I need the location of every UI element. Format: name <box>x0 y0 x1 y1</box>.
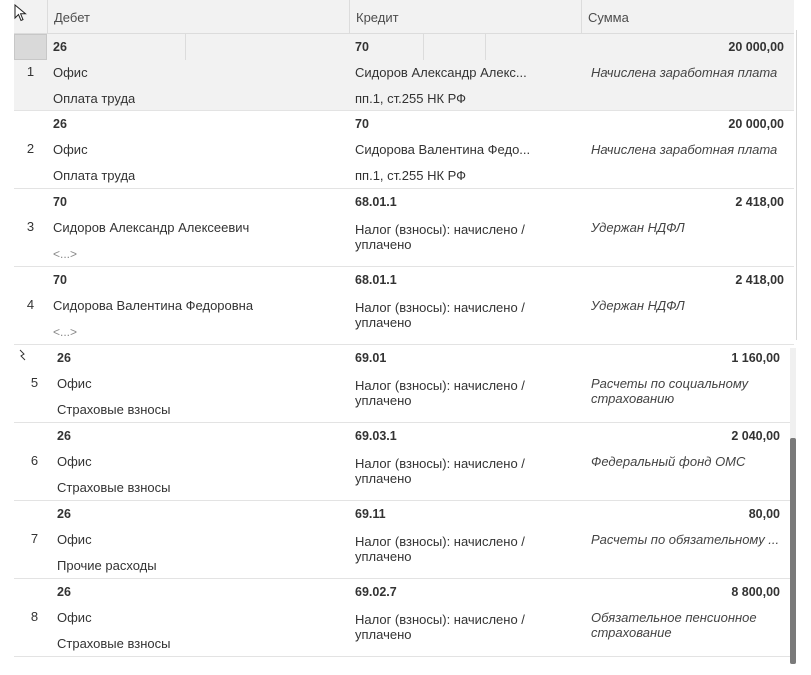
credit-cell[interactable] <box>349 501 581 578</box>
description: Начислена заработная плата <box>591 65 778 80</box>
credit-subconto-1: Налог (взносы): начислено / уплачено <box>355 456 525 486</box>
description: Начислена заработная плата <box>591 142 778 157</box>
row-number: 4 <box>26 297 35 312</box>
debit-account: 26 <box>57 507 71 521</box>
credit-subconto-2: пп.1, ст.255 НК РФ <box>355 91 467 106</box>
credit-cell[interactable] <box>349 345 581 422</box>
debit-cell[interactable] <box>47 111 349 188</box>
debit-account: 26 <box>57 585 71 599</box>
debit-cell[interactable] <box>47 189 349 266</box>
debit-subconto-1: Сидоров Александр Алексеевич <box>53 220 250 235</box>
debit-subconto-1: Сидорова Валентина Федоровна <box>53 298 254 313</box>
debit-account: 70 <box>53 195 67 209</box>
credit-account: 68.01.1 <box>355 195 397 209</box>
row-number: 8 <box>30 609 39 624</box>
debit-subconto-1: Офис <box>53 142 88 157</box>
table-header <box>14 0 794 34</box>
credit-subconto-1: Налог (взносы): начислено / уплачено <box>355 534 525 564</box>
credit-cell[interactable] <box>349 189 581 266</box>
table-row[interactable] <box>14 267 794 345</box>
sum-cell[interactable] <box>581 267 794 344</box>
row-number: 1 <box>26 64 35 79</box>
sum-cell[interactable] <box>581 189 794 266</box>
sum-cell[interactable] <box>581 345 790 422</box>
credit-subcell-divider <box>423 34 485 60</box>
debit-subconto-2: Страховые взносы <box>57 480 171 495</box>
amount: 80,00 <box>748 507 780 521</box>
debit-cell[interactable] <box>51 579 349 656</box>
table-row[interactable] <box>14 34 794 111</box>
amount: 8 800,00 <box>731 585 780 599</box>
credit-subconto-2: пп.1, ст.255 НК РФ <box>355 168 467 183</box>
table-row[interactable] <box>14 345 794 423</box>
row-number: 2 <box>26 141 35 156</box>
credit-account: 70 <box>355 40 369 54</box>
debit-subconto-2: Оплата труда <box>53 91 136 106</box>
description: Удержан НДФЛ <box>591 220 685 235</box>
sum-cell[interactable] <box>581 111 794 188</box>
debit-subconto-1: Офис <box>57 376 92 391</box>
debit-subconto-1: Офис <box>57 610 92 625</box>
credit-cell[interactable] <box>349 579 581 656</box>
debit-account: 70 <box>53 273 67 287</box>
credit-subconto-1: Налог (взносы): начислено / уплачено <box>355 612 525 642</box>
debit-cell[interactable] <box>51 501 349 578</box>
debit-subconto-2: Прочие расходы <box>57 558 157 573</box>
row-number: 3 <box>26 219 35 234</box>
debit-subconto-1: Офис <box>53 65 88 80</box>
table-row[interactable] <box>14 501 794 579</box>
table-row[interactable] <box>14 111 794 189</box>
debit-account: 26 <box>53 40 67 54</box>
description: Федеральный фонд ОМС <box>591 454 746 469</box>
debit-subconto-1: Офис <box>57 532 92 547</box>
header-credit[interactable]: Кредит <box>349 0 581 34</box>
table-row[interactable] <box>14 189 794 267</box>
postings-table <box>14 0 794 657</box>
amount: 2 418,00 <box>735 273 784 287</box>
amount: 2 040,00 <box>731 429 780 443</box>
description: Расчеты по обязательному ... <box>591 532 780 547</box>
debit-account: 26 <box>57 429 71 443</box>
credit-cell[interactable] <box>349 423 581 500</box>
sum-cell[interactable] <box>581 34 794 110</box>
row-selector[interactable] <box>14 34 47 60</box>
amount: 20 000,00 <box>728 117 784 131</box>
sum-cell[interactable] <box>581 423 790 500</box>
credit-account: 69.11 <box>355 507 386 521</box>
credit-account: 68.01.1 <box>355 273 397 287</box>
row-number: 7 <box>30 531 39 546</box>
credit-cell[interactable] <box>349 267 581 344</box>
debit-subconto-2: <...> <box>53 325 78 339</box>
panel-edge <box>796 30 797 340</box>
credit-subconto-1: Налог (взносы): начислено / уплачено <box>355 222 525 252</box>
mouse-pointer-icon <box>14 4 28 22</box>
debit-subcell-divider <box>185 34 349 60</box>
debit-subconto-2: Страховые взносы <box>57 636 171 651</box>
amount: 1 160,00 <box>731 351 780 365</box>
sum-cell[interactable] <box>581 501 790 578</box>
credit-account: 69.01 <box>355 351 387 365</box>
row-number-cell <box>14 267 47 344</box>
row-number-cell <box>14 111 47 188</box>
row-number-cell <box>18 579 51 656</box>
row-number-cell <box>14 189 47 266</box>
sum-cell[interactable] <box>581 579 790 656</box>
debit-subconto-1: Офис <box>57 454 92 469</box>
debit-subconto-2: Страховые взносы <box>57 402 171 417</box>
row-number-cell <box>14 34 47 110</box>
debit-cell[interactable] <box>47 34 349 110</box>
row-number-cell <box>18 423 51 500</box>
debit-subconto-2: Оплата труда <box>53 168 136 183</box>
debit-cell[interactable] <box>51 345 349 422</box>
credit-subconto-1: Налог (взносы): начислено / уплачено <box>355 378 525 408</box>
scrollbar-thumb[interactable] <box>790 438 796 664</box>
debit-account: 26 <box>57 351 71 365</box>
amount: 20 000,00 <box>728 40 784 54</box>
row-number: 5 <box>30 375 39 390</box>
amount: 2 418,00 <box>735 195 784 209</box>
credit-subconto-1: Сидорова Валентина Федо... <box>355 142 531 157</box>
debit-cell[interactable] <box>51 423 349 500</box>
description: Расчеты по социальному страхованию <box>591 376 749 406</box>
credit-account: 69.02.7 <box>355 585 397 599</box>
row-number-cell <box>18 501 51 578</box>
table-row[interactable] <box>14 579 794 657</box>
row-number: 6 <box>30 453 39 468</box>
resize-mark-icon <box>18 348 28 362</box>
credit-subcell-divider <box>485 34 581 60</box>
credit-subconto-1: Сидоров Александр Алекс... <box>355 65 527 80</box>
description: Удержан НДФЛ <box>591 298 685 313</box>
description: Обязательное пенсионное страхование <box>591 610 757 640</box>
header-debit[interactable]: Дебет <box>47 0 349 34</box>
credit-subconto-1: Налог (взносы): начислено / уплачено <box>355 300 525 330</box>
debit-subconto-2: <...> <box>53 247 78 261</box>
table-row[interactable] <box>14 423 794 501</box>
header-sum[interactable]: Сумма <box>581 0 794 34</box>
debit-account: 26 <box>53 117 67 131</box>
credit-cell[interactable] <box>349 34 581 110</box>
credit-cell[interactable] <box>349 111 581 188</box>
debit-cell[interactable] <box>47 267 349 344</box>
credit-account: 70 <box>355 117 369 131</box>
credit-account: 69.03.1 <box>355 429 397 443</box>
